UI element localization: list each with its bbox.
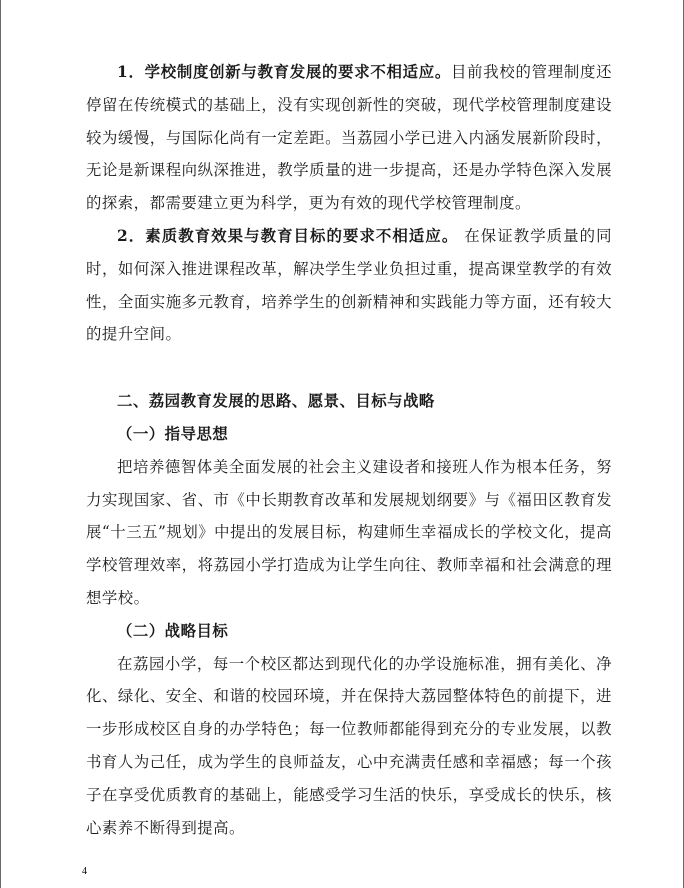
section-gap xyxy=(86,351,612,385)
page-number: 4 xyxy=(82,866,87,877)
document-body xyxy=(86,56,612,844)
problem-item-1-body: 目前我校的管理制度还停留在传统模式的基础上，没有实现创新性的突破，现代学校管理制度建设较为缓慢，与国际化尚有一定差距。当荔园小学已进入内涵发展新阶段时，无论是新课程向纵深推进，教学质量的进一步提高，还是办学特色深入发展的探索，都需要建立更为科学，更为有效的现代学校管理制度。 xyxy=(86,63,612,213)
subsection-heading-guiding-ideology: （一）指导思想 xyxy=(117,424,229,443)
problem-item-1-title: 1．学校制度创新与教育发展的要求不相适应。 xyxy=(117,63,451,81)
problem-item-1 xyxy=(86,56,612,220)
problem-item-2 xyxy=(86,220,612,351)
problem-item-2-title: 2．素质教育效果与教育目标的要求不相适应。 xyxy=(117,226,459,245)
subsection-heading-strategic-goals: （二）战略目标 xyxy=(117,621,229,640)
section-heading: 二、荔园教育发展的思路、愿景、目标与战略 xyxy=(117,392,435,411)
problem-item-2-body: 在保证教学质量的同时，如何深入推进课程改革，解决学生学业负担过重，提高课堂教学的有效性，全面实施多元教育，培养学生的创新精神和实践能力等方面，还有较大的提升空间。 xyxy=(86,226,612,344)
strategic-goals-paragraph: 在荔园小学，每一个校区都达到现代化的办学设施标准，拥有美化、净化、绿化、安全、和谐的校园环境，并在保持大荔园整体特色的前提下，进一步形成校区自身的办学特色；每一位教师都能得到充分的专业发展，以教书育人为己任，成为学生的良师益友，心中充满责任感和幸福感；每一个孩子在享受优质教育的基础上，能感受学习生活的快乐，享受成长的快乐，核心素养不断得到提高。 xyxy=(86,654,612,837)
guiding-ideology-paragraph: 把培养德智体美全面发展的社会主义建设者和接班人作为根本任务，努力实现国家、省、市《中长期教育改革和发展规划纲要》与《福田区教育发展“十三五”规划》中提出的发展目标，构建师生幸福成长的学校文化，提高学校管理效率，将荔园小学打造成为让学生向往、教师幸福和社会满意的理想学校。 xyxy=(86,457,612,607)
